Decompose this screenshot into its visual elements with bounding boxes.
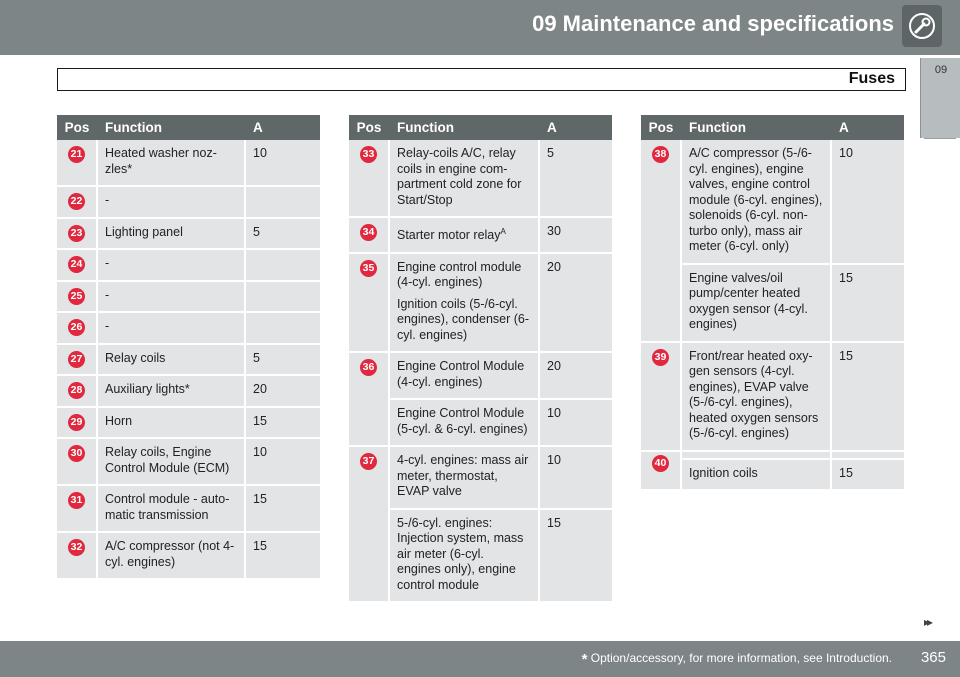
amps-cell xyxy=(245,249,320,281)
amps-cell: 15 xyxy=(539,509,612,603)
page-header xyxy=(0,0,960,55)
col-pos: Pos xyxy=(57,115,97,140)
position-badge: 22 xyxy=(68,193,85,210)
table-row xyxy=(57,532,320,579)
table-row xyxy=(57,438,320,485)
amps-cell xyxy=(831,451,904,459)
position-badge: 32 xyxy=(68,539,85,556)
amps-cell: 10 xyxy=(539,399,612,446)
next-page-icon[interactable]: ▸▸ xyxy=(924,615,931,629)
table-header-row xyxy=(641,115,904,140)
function-cell xyxy=(389,253,539,353)
maintenance-icon xyxy=(902,5,942,47)
amps-cell: 10 xyxy=(245,438,320,485)
function-cell: Lighting panel xyxy=(97,218,245,250)
col-amps: A xyxy=(831,115,904,140)
position-badge: 39 xyxy=(652,349,669,366)
amps-cell: 10 xyxy=(539,446,612,509)
table-row xyxy=(641,264,904,342)
function-cell: Auxiliary lights* xyxy=(97,375,245,407)
col-function: Function xyxy=(389,115,539,140)
function-cell xyxy=(681,451,831,459)
position-badge: 31 xyxy=(68,492,85,509)
position-badge: 36 xyxy=(360,359,377,376)
amps-cell: 20 xyxy=(539,352,612,399)
table-row xyxy=(57,344,320,376)
function-cell: Relay coils xyxy=(97,344,245,376)
function-cell: A/C compressor (5-/6-cyl. engines), engine valves, engine control module (6-cyl. engines), solenoids (6-cyl. non-turbo only), mass air meter (6-cyl. only) xyxy=(681,140,831,264)
amps-cell: 15 xyxy=(245,407,320,439)
position-badge: 25 xyxy=(68,288,85,305)
amps-cell xyxy=(245,312,320,344)
amps-cell: 15 xyxy=(831,459,904,491)
function-cell: Front/rear heated oxy-gen sensors (4-cyl. engines), EVAP valve (5-/6-cyl. engines), heated oxygen sensors (5-/6-cyl. engines) xyxy=(681,342,831,451)
function-cell: - xyxy=(97,312,245,344)
function-text: Starter motor relay xyxy=(397,228,501,243)
amps-cell xyxy=(245,281,320,313)
side-tab-label: 09 xyxy=(934,64,948,76)
amps-cell: 30 xyxy=(539,217,612,253)
amps-cell: 15 xyxy=(831,342,904,451)
table-row xyxy=(349,253,612,353)
col-pos: Pos xyxy=(349,115,389,140)
table-row xyxy=(349,509,612,603)
position-badge: 21 xyxy=(68,146,85,163)
page-number: 365 xyxy=(920,649,946,666)
page-footer xyxy=(0,641,960,677)
function-cell: Heated washer noz-zles* xyxy=(97,140,245,186)
col-amps: A xyxy=(245,115,320,140)
function-cell: Engine Control Module (4-cyl. engines) xyxy=(389,352,539,399)
function-cell: Control module - auto-matic transmission xyxy=(97,485,245,532)
section-bar xyxy=(57,68,906,91)
position-badge: 40 xyxy=(652,455,669,472)
footnote-text: Option/accessory, for more information, see Introduction. xyxy=(590,651,892,665)
position-badge: 29 xyxy=(68,414,85,431)
table-row xyxy=(641,451,904,459)
position-badge: 38 xyxy=(652,146,669,163)
col-function: Function xyxy=(681,115,831,140)
table-row xyxy=(57,375,320,407)
position-badge: 37 xyxy=(360,453,377,470)
table-row xyxy=(57,485,320,532)
amps-cell: 10 xyxy=(831,140,904,264)
amps-cell: 15 xyxy=(245,532,320,579)
function-cell: - xyxy=(97,186,245,218)
table-header-row xyxy=(349,115,612,140)
table-row xyxy=(641,342,904,451)
function-cell: Ignition coils xyxy=(681,459,831,491)
position-badge: 30 xyxy=(68,445,85,462)
col-function: Function xyxy=(97,115,245,140)
footnote-marker: A xyxy=(500,227,506,236)
chapter-side-tab[interactable] xyxy=(920,58,960,138)
table-row xyxy=(349,399,612,446)
fuse-table-1 xyxy=(57,115,320,580)
footnote-star: * xyxy=(581,651,588,668)
table-row xyxy=(349,352,612,399)
side-divider xyxy=(924,138,956,139)
chapter-title: 09 Maintenance and specifications xyxy=(532,11,894,36)
table-row xyxy=(57,249,320,281)
table-row xyxy=(57,312,320,344)
table-row xyxy=(57,281,320,313)
table-row xyxy=(349,446,612,509)
table-row xyxy=(641,459,904,491)
table-row xyxy=(349,217,612,253)
function-cell: 4-cyl. engines: mass air meter, thermostat, EVAP valve xyxy=(389,446,539,509)
position-badge: 26 xyxy=(68,319,85,336)
table-row xyxy=(349,140,612,217)
position-badge: 27 xyxy=(68,351,85,368)
function-note: Ignition coils (5-/6-cyl. engines), condenser (6-cyl. engines) xyxy=(397,296,530,342)
function-cell: 5-/6-cyl. engines: Injection system, mass air meter (6-cyl. engines only), engine control module xyxy=(389,509,539,603)
col-amps: A xyxy=(539,115,612,140)
table-row xyxy=(57,186,320,218)
function-cell: Engine valves/oil pump/center heated oxygen sensor (4-cyl. engines) xyxy=(681,264,831,342)
function-text: Engine control module (4-cyl. engines) xyxy=(397,259,522,290)
position-badge: 34 xyxy=(360,224,377,241)
function-cell: Engine Control Module (5-cyl. & 6-cyl. engines) xyxy=(389,399,539,446)
fuse-table-2 xyxy=(349,115,612,603)
function-cell: Horn xyxy=(97,407,245,439)
position-badge: 33 xyxy=(360,146,377,163)
position-badge: 23 xyxy=(68,225,85,242)
position-badge: 28 xyxy=(68,382,85,399)
table-header-row xyxy=(57,115,320,140)
position-badge: 35 xyxy=(360,260,377,277)
function-cell xyxy=(389,217,539,253)
amps-cell: 15 xyxy=(245,485,320,532)
section-title: Fuses xyxy=(848,70,895,87)
fuse-table-3 xyxy=(641,115,904,491)
amps-cell: 5 xyxy=(539,140,612,217)
table-row xyxy=(641,140,904,264)
table-row xyxy=(57,407,320,439)
amps-cell: 20 xyxy=(539,253,612,353)
amps-cell: 20 xyxy=(245,375,320,407)
amps-cell: 5 xyxy=(245,344,320,376)
amps-cell: 10 xyxy=(245,140,320,186)
function-cell: - xyxy=(97,249,245,281)
amps-cell: 5 xyxy=(245,218,320,250)
function-cell: Relay-coils A/C, relay coils in engine com-partment cold zone for Start/Stop xyxy=(389,140,539,217)
table-row xyxy=(57,218,320,250)
amps-cell: 15 xyxy=(831,264,904,342)
table-row xyxy=(57,140,320,186)
position-badge: 24 xyxy=(68,256,85,273)
amps-cell xyxy=(245,186,320,218)
function-cell: Relay coils, Engine Control Module (ECM) xyxy=(97,438,245,485)
footnote xyxy=(582,651,892,668)
function-cell: A/C compressor (not 4-cyl. engines) xyxy=(97,532,245,579)
function-cell: - xyxy=(97,281,245,313)
col-pos: Pos xyxy=(641,115,681,140)
